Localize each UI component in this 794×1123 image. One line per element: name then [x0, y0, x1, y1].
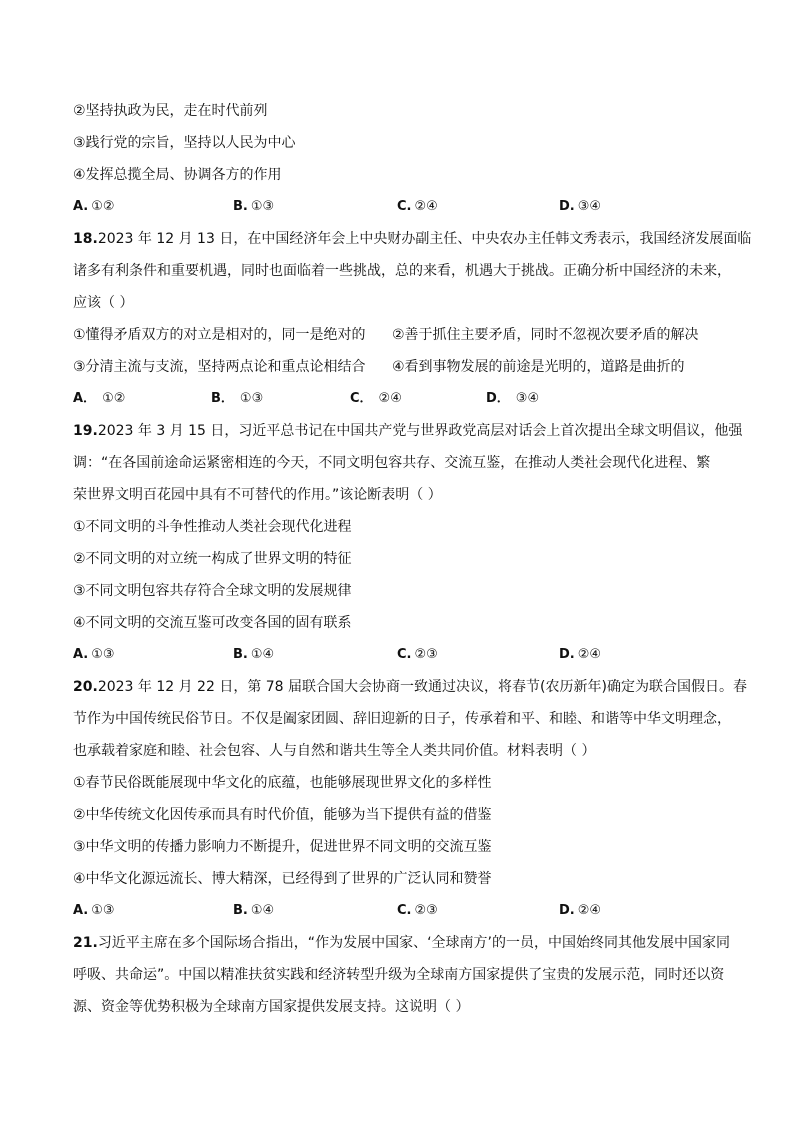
q20-stem-line-2: 节作为中国传统民俗节日。不仅是阖家团圆、辞旧迎新的日子，传承着和平、和睦、和谐等中华文明理念，	[73, 711, 731, 727]
option-letter: C．	[350, 391, 373, 406]
option-text: ②③	[414, 647, 438, 662]
q19-option-a[interactable]	[73, 645, 115, 665]
q18-options	[73, 389, 733, 409]
q17-option-a[interactable]	[73, 197, 115, 217]
q17-item-3: ③践行党的宗旨，坚持以人民为中心	[73, 135, 296, 151]
option-letter: B.	[233, 647, 248, 662]
stem-text: 2023 年 12 月 22 日，第 78 届联合国大会协商一致通过决议，将春节(农历新年)确定为联合国假日。春	[97, 679, 747, 695]
stem-text: 2023 年 3 月 15 日，习近平总书记在中国共产党与世界政党高层对话会上首次提出全球文明倡议，他强	[97, 423, 743, 439]
q18-option-b[interactable]	[211, 389, 263, 409]
option-letter: B.	[233, 903, 248, 918]
option-text: ①②	[102, 391, 126, 406]
q19-option-c[interactable]	[397, 645, 438, 665]
q18-option-d[interactable]	[486, 389, 539, 409]
q19-stem-line-3: 荣世界文明百花园中具有不可替代的作用。”该论断表明（ ）	[73, 487, 442, 503]
option-text: ②③	[414, 903, 438, 918]
option-letter: D.	[559, 903, 575, 918]
stem-text: 2023 年 12 月 13 日，在中国经济年会上中央财办副主任、中央农办主任韩文秀表示，我国经济发展面临	[97, 231, 752, 247]
q19-stem-line-2: 调：“在各国前途命运紧密相连的今天，不同文明包容共存、交流互鉴，在推动人类社会现代化进程、繁	[73, 455, 711, 471]
option-text: ①③	[239, 391, 264, 406]
q19-item-1: ①不同文明的斗争性推动人类社会现代化进程	[73, 519, 352, 535]
option-letter: C.	[397, 903, 412, 918]
question-number: 21.	[73, 935, 98, 951]
q20-option-d[interactable]	[559, 901, 601, 921]
q19-option-d[interactable]	[559, 645, 601, 665]
q21-stem-line-1	[73, 933, 730, 953]
q19-item-3: ③不同文明包容共存符合全球文明的发展规律	[73, 583, 352, 599]
stem-text: 习近平主席在多个国际场合指出，“作为发展中国家、‘全球南方’的一员，中国始终同其他发展中国家同	[97, 935, 730, 951]
q19-item-2: ②不同文明的对立统一构成了世界文明的特征	[73, 551, 352, 567]
option-text: ①③	[91, 647, 115, 662]
q20-option-a[interactable]	[73, 901, 115, 921]
option-text: ②④	[577, 647, 602, 662]
q19-stem-line-1	[73, 421, 742, 441]
option-letter: D.	[559, 199, 575, 214]
question-number: 19.	[73, 423, 98, 439]
option-text: ①②	[91, 199, 115, 214]
option-letter: D.	[559, 647, 575, 662]
option-letter: A.	[73, 647, 89, 662]
q17-options	[73, 197, 733, 217]
q18-option-a[interactable]	[73, 389, 125, 409]
q18-stem-line-3: 应该（ ）	[73, 295, 134, 311]
option-letter: C.	[397, 647, 412, 662]
q18-item-1: ①懂得矛盾双方的对立是相对的，同一是绝对的	[73, 327, 366, 343]
q18-item-3: ③分清主流与支流，坚持两点论和重点论相结合	[73, 359, 366, 375]
option-letter: C.	[397, 199, 412, 214]
q19-option-b[interactable]	[233, 645, 274, 665]
q17-item-4: ④发挥总揽全局、协调各方的作用	[73, 167, 282, 183]
q17-option-c[interactable]	[397, 197, 438, 217]
option-text: ①③	[250, 199, 275, 214]
option-text: ①④	[250, 647, 275, 662]
option-text: ①④	[250, 903, 275, 918]
option-letter: B．	[211, 391, 234, 406]
q17-option-b[interactable]	[233, 197, 274, 217]
question-number: 20.	[73, 679, 98, 695]
q17-item-2: ②坚持执政为民，走在时代前列	[73, 103, 268, 119]
option-letter: A．	[73, 391, 97, 406]
question-number: 18.	[73, 231, 98, 247]
q17-option-d[interactable]	[559, 197, 601, 217]
option-text: ②④	[414, 199, 438, 214]
option-letter: A.	[73, 903, 89, 918]
q20-item-1: ①春节民俗既能展现中华文化的底蕴，也能够展现世界文化的多样性	[73, 775, 492, 791]
q19-item-4: ④不同文明的交流互鉴可改变各国的固有联系	[73, 615, 352, 631]
q20-item-2: ②中华传统文化因传承而具有时代价值，能够为当下提供有益的借鉴	[73, 807, 492, 823]
q20-option-c[interactable]	[397, 901, 438, 921]
option-text: ②④	[577, 903, 602, 918]
option-text: ③④	[515, 391, 540, 406]
q20-stem-line-3: 也承载着家庭和睦、社会包容、人与自然和谐共生等全人类共同价值。材料表明（ ）	[73, 743, 596, 759]
q20-stem-line-1	[73, 677, 747, 697]
option-text: ②④	[378, 391, 402, 406]
q18-stem-line-2: 诸多有利条件和重要机遇，同时也面临着一些挑战，总的来看，机遇大于挑战。正确分析中国经济的未来，	[73, 263, 731, 279]
option-letter: A.	[73, 199, 89, 214]
option-letter: D．	[486, 391, 510, 406]
q18-item-4: ④看到事物发展的前途是光明的，道路是曲折的	[392, 359, 685, 375]
q20-item-3: ③中华文明的传播力影响力不断提升，促进世界不同文明的交流互鉴	[73, 839, 492, 855]
q21-stem-line-3: 源、资金等优势积极为全球南方国家提供发展支持。这说明（ ）	[73, 999, 470, 1015]
q21-stem-line-2: 呼吸、共命运”。中国以精准扶贫实践和经济转型升级为全球南方国家提供了宝贵的发展示范，同时还以资	[73, 967, 725, 983]
q18-item-2: ②善于抓住主要矛盾，同时不忽视次要矛盾的解决	[392, 327, 699, 343]
q18-stem-line-1	[73, 229, 751, 249]
q20-option-b[interactable]	[233, 901, 274, 921]
q18-option-c[interactable]	[350, 389, 402, 409]
q20-options	[73, 901, 733, 921]
option-text: ①③	[91, 903, 115, 918]
option-letter: B.	[233, 199, 248, 214]
q20-item-4: ④中华文化源远流长、博大精深，已经得到了世界的广泛认同和赞誉	[73, 871, 492, 887]
option-text: ③④	[577, 199, 602, 214]
q19-options	[73, 645, 733, 665]
